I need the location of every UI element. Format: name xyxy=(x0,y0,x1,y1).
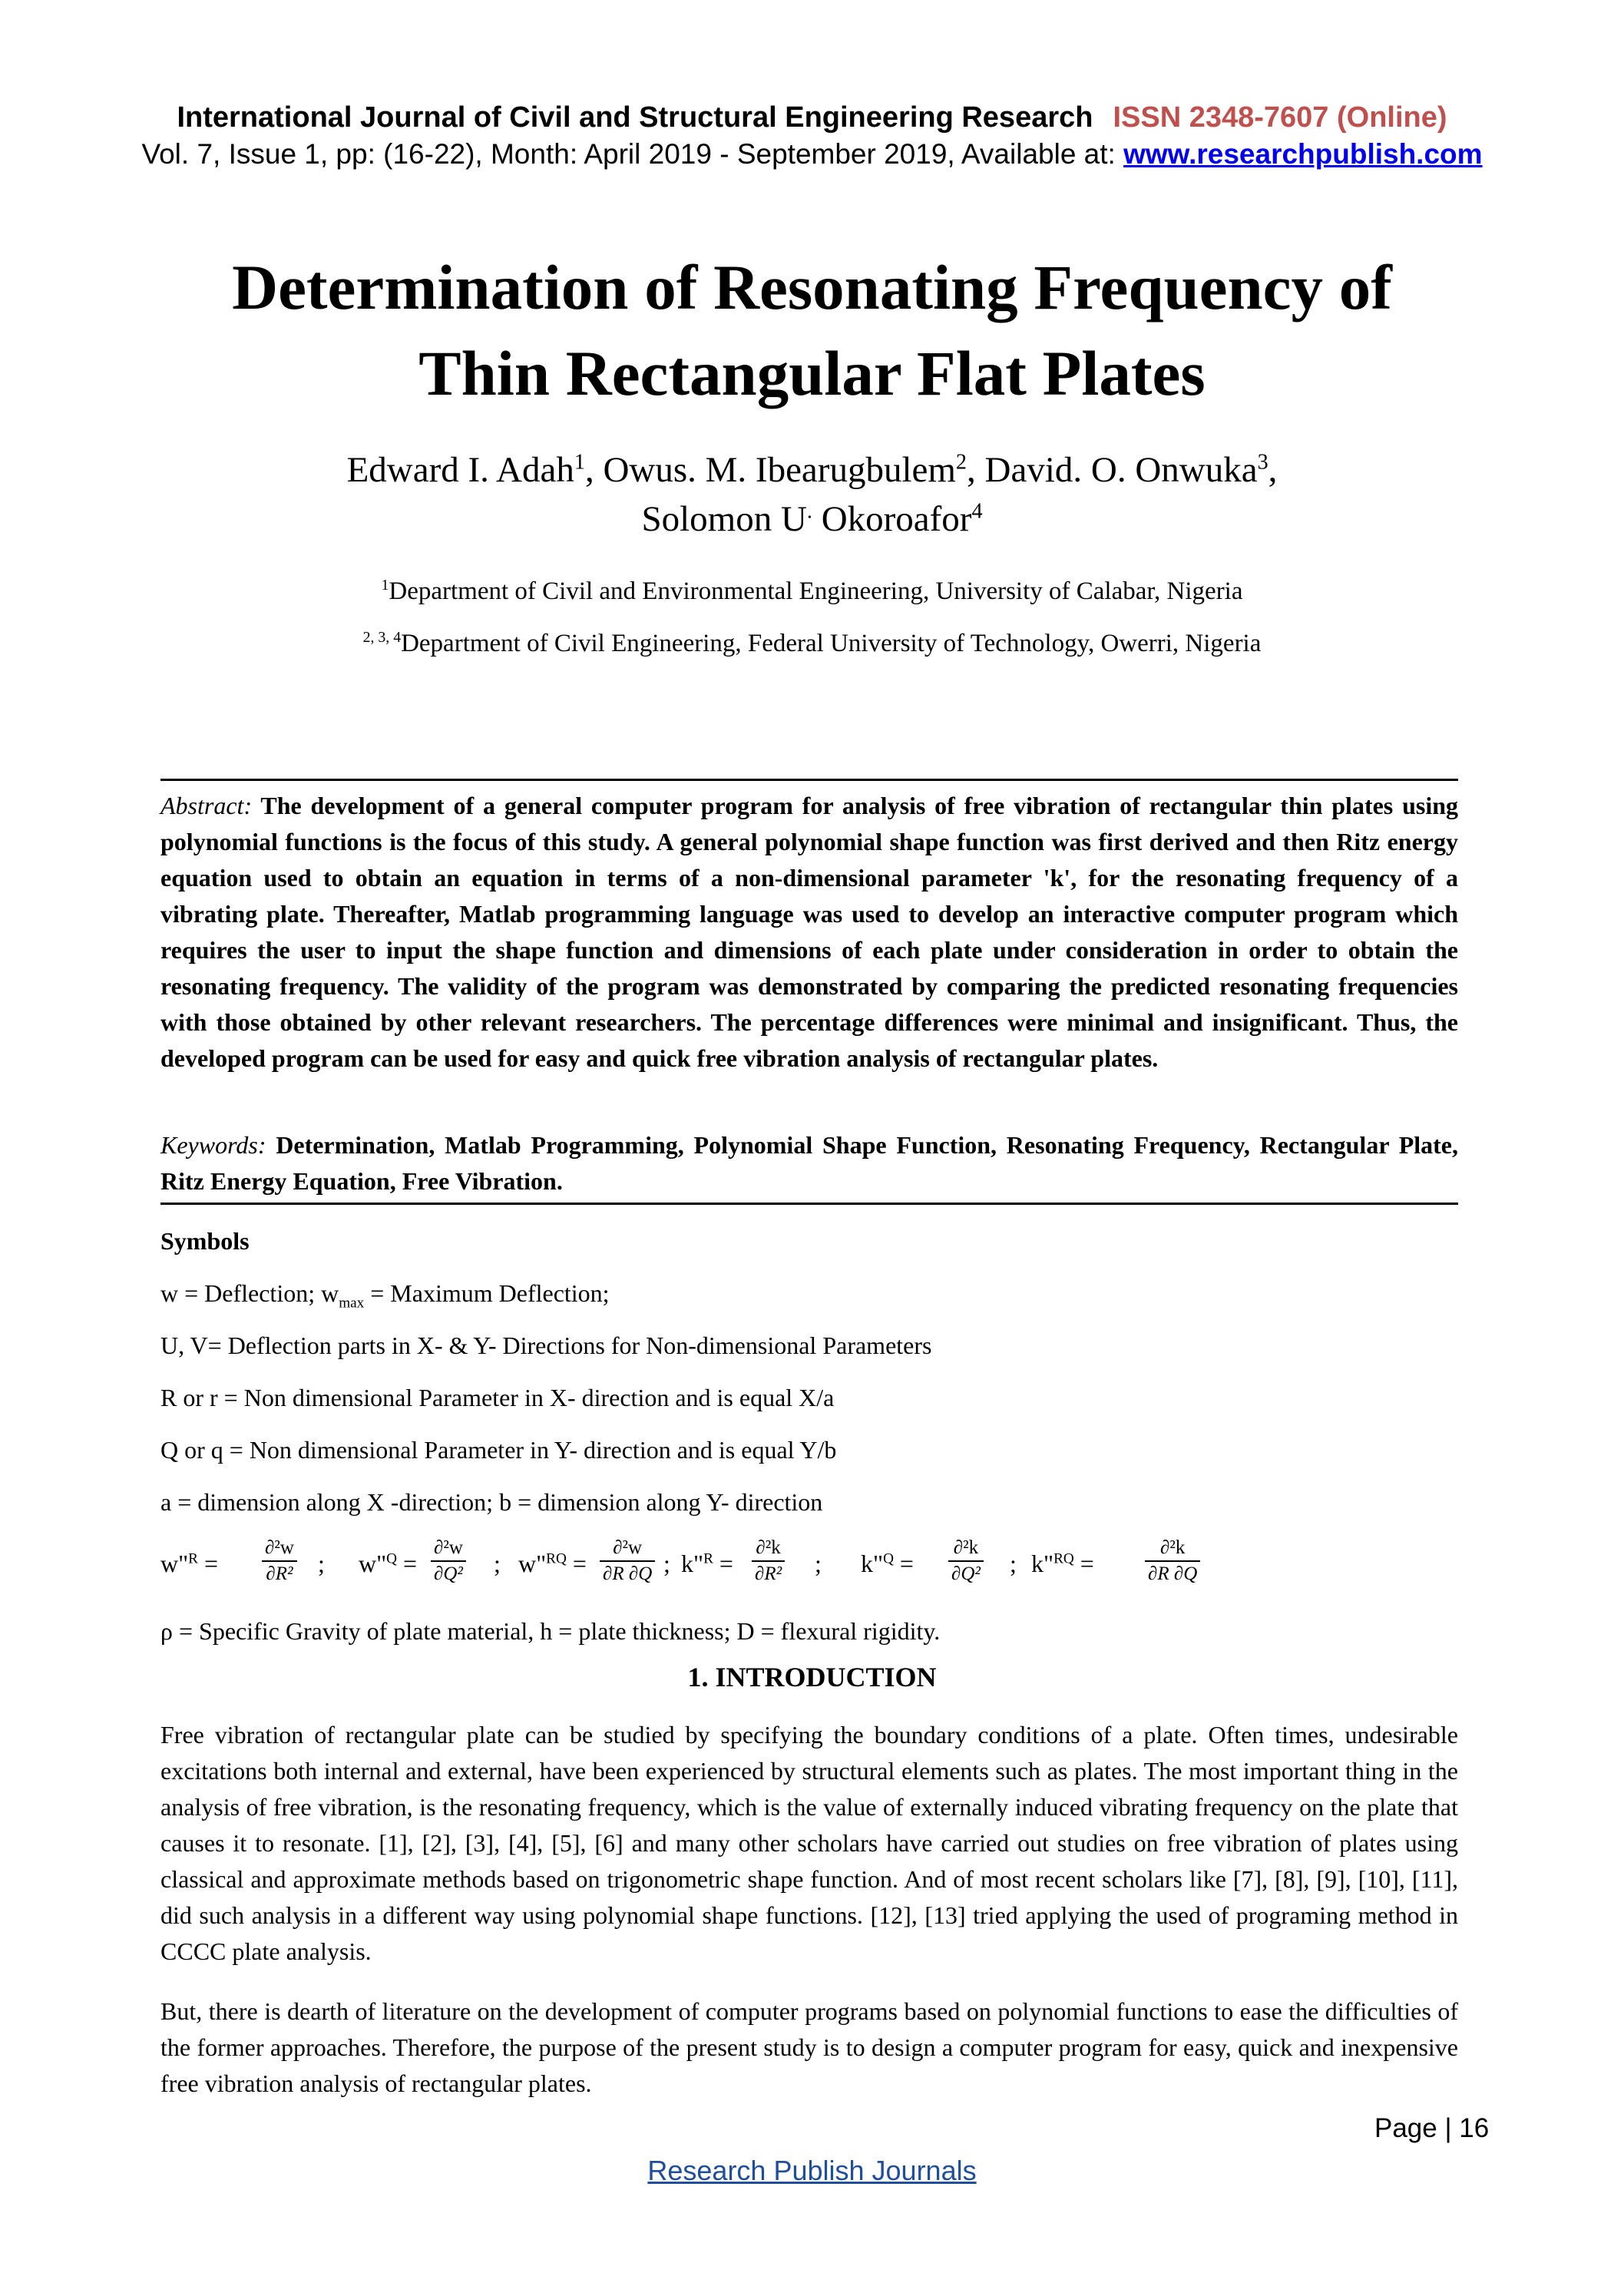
derivative-equations xyxy=(160,1534,1458,1603)
eq5-numerator: ∂²k xyxy=(948,1536,984,1562)
eq-separator: ; xyxy=(494,1550,501,1577)
eq2-label xyxy=(359,1550,417,1578)
page-number: Page | 16 xyxy=(1374,2113,1490,2143)
eq5-sup: Q xyxy=(883,1550,894,1567)
paper-title xyxy=(0,244,1624,416)
volume-info: Vol. 7, Issue 1, pp: (16-22), Month: April 2019 - September 2019, Available at: xyxy=(141,138,1124,170)
eq5-label xyxy=(861,1550,914,1578)
symbols-line-1 xyxy=(160,1279,610,1312)
symbols-heading: Symbols xyxy=(160,1227,250,1255)
intro-paragraph-2: But, there is dearth of literature on the development of computer programs based on polynomial functions to ease the difficulties of the former approaches. Therefore, the purpose of the present study is to design a computer program for easy, quick and inexpensive free vibration analysis of rectangular plates. xyxy=(160,1997,1458,2097)
keywords-label: Keywords: xyxy=(160,1131,266,1159)
affiliation-1 xyxy=(0,577,1624,606)
author-2-sup: 2 xyxy=(955,450,967,475)
eq3-denominator: ∂R ∂Q xyxy=(603,1563,653,1584)
eq3-numerator: ∂²w xyxy=(600,1536,655,1562)
symbols-line-1b: = Maximum Deflection; xyxy=(364,1279,610,1307)
eq1-denominator: ∂R² xyxy=(266,1563,293,1584)
eq4-numerator: ∂²k xyxy=(752,1536,785,1562)
section-heading-introduction: 1. INTRODUCTION xyxy=(687,1662,937,1692)
affiliation-1-sup: 1 xyxy=(381,577,389,594)
eq5-eq: = xyxy=(893,1550,914,1577)
eq3-sup: RQ xyxy=(546,1550,567,1567)
author-line-1: Edward I. Adah$^1$, Owus. M. Ibearugbulem$^2$, David. O. Onwuka$^3$, xyxy=(346,450,1278,490)
eq3-label xyxy=(518,1550,587,1578)
keywords xyxy=(160,1127,1458,1199)
abstract xyxy=(160,788,1458,1077)
eq6-sup: RQ xyxy=(1053,1550,1074,1567)
footer-link[interactable]: Research Publish Journals xyxy=(647,2155,977,2186)
author-list xyxy=(0,445,1624,544)
affiliation-2 xyxy=(0,630,1624,658)
symbols-line-1a: w = Deflection; w xyxy=(160,1279,339,1307)
author-3: David. O. Onwuka xyxy=(984,450,1258,490)
symbols-line-1-sub: max xyxy=(339,1295,365,1312)
eq-separator: ; xyxy=(318,1550,325,1577)
eq1-var: w" xyxy=(160,1550,189,1577)
eq3-var: w" xyxy=(518,1550,547,1577)
eq2-sup: Q xyxy=(386,1550,398,1567)
eq6-denominator: ∂R ∂Q xyxy=(1148,1563,1198,1584)
author-4-dot: . xyxy=(806,499,812,524)
author-2: Owus. M. Ibearugbulem xyxy=(603,450,956,490)
volume-line xyxy=(0,138,1624,170)
symbols-line-6: ρ = Specific Gravity of plate material, h = plate thickness; D = flexural rigidity. xyxy=(160,1617,941,1645)
eq3-eq: = xyxy=(566,1550,587,1577)
author-3-sup: 3 xyxy=(1257,450,1268,475)
keywords-text: Determination, Matlab Programming, Polynomial Shape Function, Resonating Frequency, Rectangular Plate, Ritz Energy Equation, Free Vibration. xyxy=(160,1131,1459,1195)
issn: ISSN 2348-7607 (Online) xyxy=(1113,101,1447,134)
footer xyxy=(0,2155,1624,2187)
affiliation-2-text: Department of Civil Engineering, Federal University of Technology, Owerri, Nigeria xyxy=(401,630,1262,657)
eq2-numerator: ∂²w xyxy=(431,1536,466,1562)
abstract-top-rule xyxy=(160,779,1458,781)
abstract-label: Abstract: xyxy=(160,792,253,819)
eq3-fraction xyxy=(600,1536,655,1586)
eq4-label xyxy=(681,1550,733,1578)
abstract-bottom-rule xyxy=(160,1203,1458,1205)
symbols-line-4: Q or q = Non dimensional Parameter in Y- direction and is equal Y/b xyxy=(160,1436,837,1464)
journal-name: International Journal of Civil and Structural Engineering Research xyxy=(177,101,1093,134)
eq5-denominator: ∂Q² xyxy=(951,1563,981,1584)
affiliation-2-sup: 2, 3, 4 xyxy=(362,629,402,646)
symbols-line-2: U, V= Deflection parts in X- & Y- Directions for Non-dimensional Parameters xyxy=(160,1332,932,1359)
eq1-eq: = xyxy=(197,1550,219,1577)
author-4-sup: 4 xyxy=(971,499,983,524)
eq2-fraction xyxy=(431,1536,466,1586)
intro-paragraph-1: Free vibration of rectangular plate can be studied by specifying the boundary conditions of a plate. Often times, undesirable excitations both internal and external, have been experienced by structural elements such as plates. The most important thing in the analysis of free vibration, is the resonating frequency, which is the value of externally induced vibrating frequency on the plate that causes it to resonate. [1], [2], [3], [4], [5], [6] and many other scholars have carried out studies on free vibration of plates using classical and approximate methods based on trigonometric shape function. And of most recent scholars like [7], [8], [9], [10], [11], did such analysis in a different way using polynomial shape functions. [12], [13] tried applying the used of programing method in CCCC plate analysis. xyxy=(160,1721,1458,1965)
eq-separator: ; xyxy=(815,1550,822,1577)
eq4-sup: R xyxy=(703,1550,713,1567)
eq6-eq: = xyxy=(1073,1550,1094,1577)
symbols-line-3: R or r = Non dimensional Parameter in X- direction and is equal X/a xyxy=(160,1384,835,1411)
author-line-2 xyxy=(0,495,1624,544)
eq6-var: k" xyxy=(1031,1550,1054,1577)
eq4-var: k" xyxy=(681,1550,704,1577)
author-1: Edward I. Adah xyxy=(346,450,574,490)
affiliation-1-text: Department of Civil and Environmental Engineering, University of Calabar, Nigeria xyxy=(389,577,1243,605)
eq2-eq: = xyxy=(397,1550,418,1577)
eq-separator: ; xyxy=(1010,1550,1017,1577)
eq4-denominator: ∂R² xyxy=(755,1563,782,1584)
eq6-fraction xyxy=(1145,1536,1200,1586)
eq-separator: ; xyxy=(663,1550,670,1577)
eq2-var: w" xyxy=(359,1550,387,1577)
journal-header xyxy=(0,101,1624,134)
eq5-var: k" xyxy=(861,1550,884,1577)
eq1-fraction xyxy=(262,1536,297,1586)
symbols-line-5: a = dimension along X -direction; b = dimension along Y- direction xyxy=(160,1488,823,1516)
eq6-numerator: ∂²k xyxy=(1145,1536,1200,1562)
eq6-label xyxy=(1031,1550,1094,1578)
eq5-fraction xyxy=(948,1536,984,1586)
eq4-eq: = xyxy=(713,1550,733,1577)
eq1-sup: R xyxy=(188,1550,198,1567)
abstract-text: The development of a general computer program for analysis of free vibration of rectangular thin plates using polynomial functions is the focus of this study. A general polynomial shape function was first derived and then Ritz energy equation used to obtain an equation in terms of a non-dimensional parameter 'k', for the resonating frequency of a vibrating plate. Thereafter, Matlab programming language was used to develop an interactive computer program which requires the user to input the shape function and dimensions of each plate under consideration in order to obtain the resonating frequency. The validity of the program was demonstrated by comparing the predicted resonating frequencies with those obtained by other relevant researchers. The percentage differences were minimal and insignificant. Thus, the developed program can be used for easy and quick free vibration analysis of rectangular plates. xyxy=(160,792,1459,1072)
author-4: Solomon U xyxy=(641,499,807,539)
website-link[interactable]: www.researchpublish.com xyxy=(1123,138,1483,170)
eq1-label xyxy=(160,1550,218,1578)
author-1-sup: 1 xyxy=(574,450,585,475)
eq2-denominator: ∂Q² xyxy=(434,1563,463,1584)
eq1-numerator: ∂²w xyxy=(262,1536,297,1562)
eq4-fraction xyxy=(752,1536,785,1586)
author-4b: Okoroafor xyxy=(812,499,972,539)
title-line-2: Thin Rectangular Flat Plates xyxy=(418,338,1206,409)
title-line-1: Determination of Resonating Frequency of xyxy=(232,252,1392,323)
